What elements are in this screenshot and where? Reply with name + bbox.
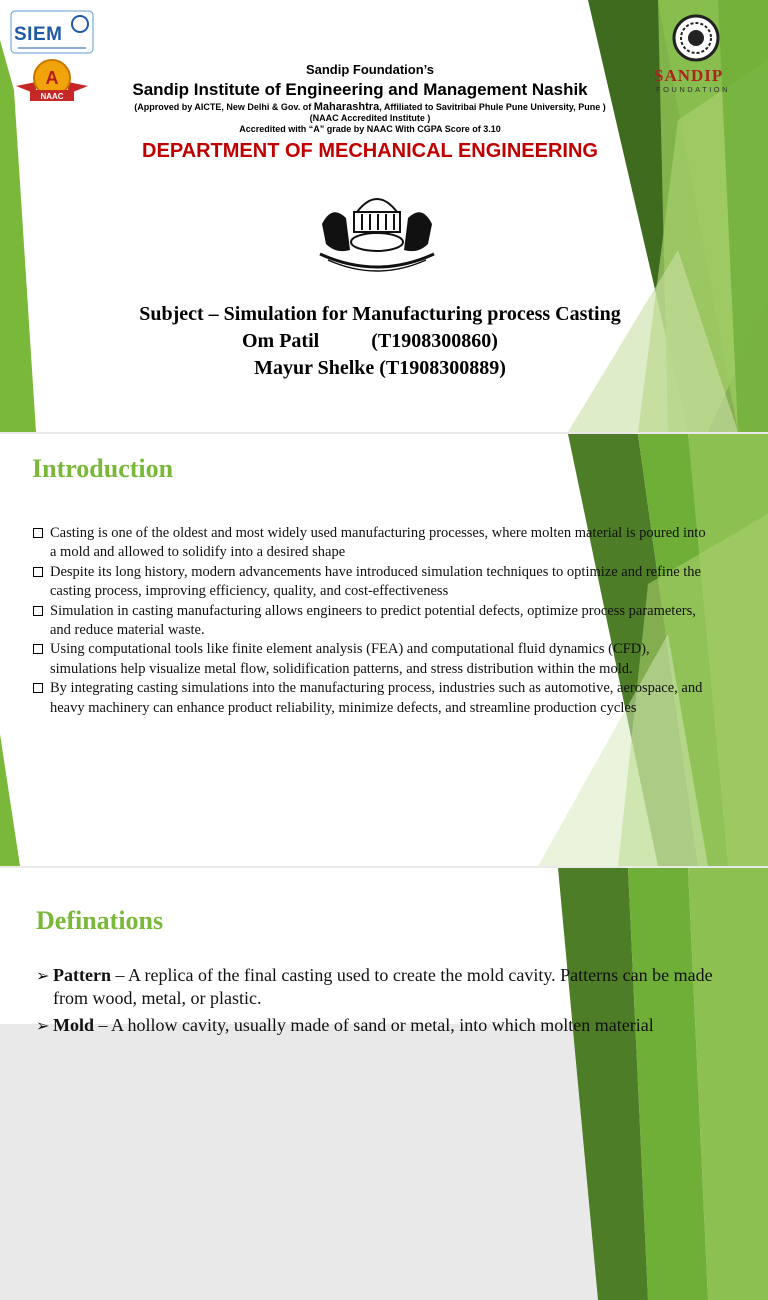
sandip-logo-sub: FOUNDATION (656, 85, 731, 94)
title-slide (0, 0, 768, 432)
checkbox-bullet-icon (33, 528, 43, 538)
student-2: Mayur Shelke (T1908300889) (254, 357, 506, 379)
naac-badge (16, 56, 88, 104)
approval-pre: (Approved by AICTE, New Delhi & Gov. of (134, 102, 314, 112)
student-1 (242, 330, 498, 353)
definitions-list (36, 964, 716, 1041)
siem-logo (10, 10, 94, 54)
accreditation-line: Accredited with “A” grade by NAAC With CGPA Score of 3.10 (239, 124, 501, 134)
list-item (36, 964, 716, 1010)
definition-text: – A replica of the final casting used to create the mold cavity. Patterns can be made from wood, metal, or plastic. (53, 965, 713, 1008)
arrow-bullet-icon: ➢ (36, 966, 50, 985)
student-1-name: Om Patil (242, 330, 320, 352)
checkbox-bullet-icon (33, 683, 43, 693)
checkbox-bullet-icon (33, 606, 43, 616)
approval-line (90, 101, 650, 113)
list-item: By integrating casting simulations into the manufacturing process, industries such as automotive, aerospace, and heavy machinery can enhance product reliability, minimize defects, and streamline production cycles (32, 679, 712, 718)
naac-accredited-line: (NAAC Accredited Institute ) (309, 113, 431, 123)
siem-logo-text: SIEM (14, 24, 63, 45)
sandip-logo-word: SANDIP (654, 66, 724, 85)
definition-text: – A hollow cavity, usually made of sand or metal, into which molten material (94, 1015, 654, 1035)
section-title: Introduction (32, 454, 174, 483)
sandip-foundation-logo (650, 14, 746, 94)
subject-line: Subject – Simulation for Manufacturing process Casting (139, 303, 621, 325)
list-item: Casting is one of the oldest and most widely used manufacturing processes, where molten material is poured into a mold and allowed to solidify into a desired shape (32, 524, 712, 563)
list-item: Despite its long history, modern advancements have introduced simulation techniques to optimize and refine the casting process, improving efficiency, quality, and cost-effectiveness (32, 563, 712, 602)
approval-state: Maharashtra (313, 101, 380, 113)
foundation-name: Sandip Foundation’s (305, 62, 435, 77)
introduction-bullets (32, 524, 712, 718)
definition-term: Pattern (53, 965, 111, 985)
institute-name: Sandip Institute of Engineering and Management Nashik (132, 80, 588, 99)
student-1-id: (T1908300860) (371, 330, 498, 352)
department-title: DEPARTMENT OF MECHANICAL ENGINEERING (142, 140, 598, 162)
naac-badge-letter: A (45, 68, 59, 88)
definitions-slide (0, 868, 768, 1035)
checkbox-bullet-icon (33, 567, 43, 577)
checkbox-bullet-icon (33, 644, 43, 654)
green-decoration (538, 868, 768, 1300)
introduction-slide (0, 434, 768, 866)
arrow-bullet-icon: ➢ (36, 1016, 50, 1035)
list-item: Using computational tools like finite element analysis (FEA) and computational fluid dynamics (CFD), simulations help visualize metal flow, solidification patterns, and stress distribution within the mold. (32, 640, 712, 679)
list-item (36, 1014, 716, 1037)
naac-badge-text: NAAC (40, 92, 64, 101)
definition-term: Mold (53, 1015, 95, 1035)
university-emblem (312, 184, 442, 280)
approval-post: , Affiliated to Savitribai Phule Pune University, Pune ) (379, 102, 606, 112)
list-item: Simulation in casting manufacturing allows engineers to predict potential defects, optimize process parameters, and reduce material waste. (32, 602, 712, 641)
section-title: Definations (36, 906, 164, 935)
